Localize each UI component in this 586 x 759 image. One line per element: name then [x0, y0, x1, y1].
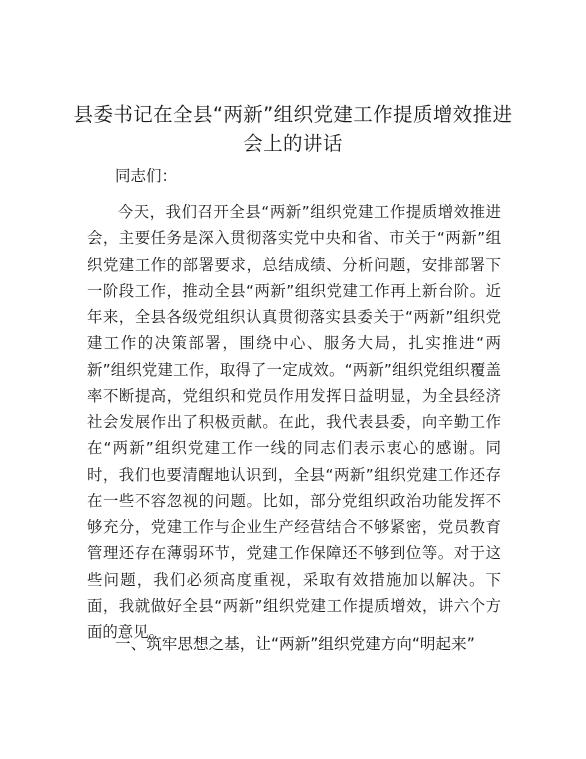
section-heading: 一、筑牢思想之基，让“两新”组织党建方向“明起来”: [115, 635, 475, 653]
body-paragraph: 今天，我们召开全县“两新”组织党建工作提质增效推进会，主要任务是深入贯彻落实党中央和省、市关于“两新”组织党建工作的部署要求，总结成绩、分析问题，安排部署下一阶段工作，推动全县“两新”组织党建工作再上新台阶。近年来，全县各级党组织认真贯彻落实县委关于“两新”组织党建工作的决策部署，围绕中心、服务大局，扎实推进“两新”组织党建工作，取得了一定成效。“两新”组织党组织覆盖率不断提高，党组织和党员作用发挥日益明显，为全县经济社会发展作出了积极贡献。在此，我代表县委，向辛勤工作在“两新”组织党建工作一线的同志们表示衷心的感谢。同时，我们也要清醒地认识到，全县“两新”组织党建工作还存在一些不容忽视的问题。比如，部分党组织政治功能发挥不够充分，党建工作与企业生产经营结合不够紧密，党员教育管理还存在薄弱环节，党建工作保障还不够到位等。对于这些问题，我们必须高度重视，采取有效措施加以解决。下面，我就做好全县“两新”组织党建工作提质增效，讲六个方面的意见。: [87, 203, 501, 641]
document-title: 县委书记在全县“两新”组织党建工作提质增效推进会上的讲话: [73, 103, 513, 155]
greeting: 同志们：: [115, 167, 178, 185]
